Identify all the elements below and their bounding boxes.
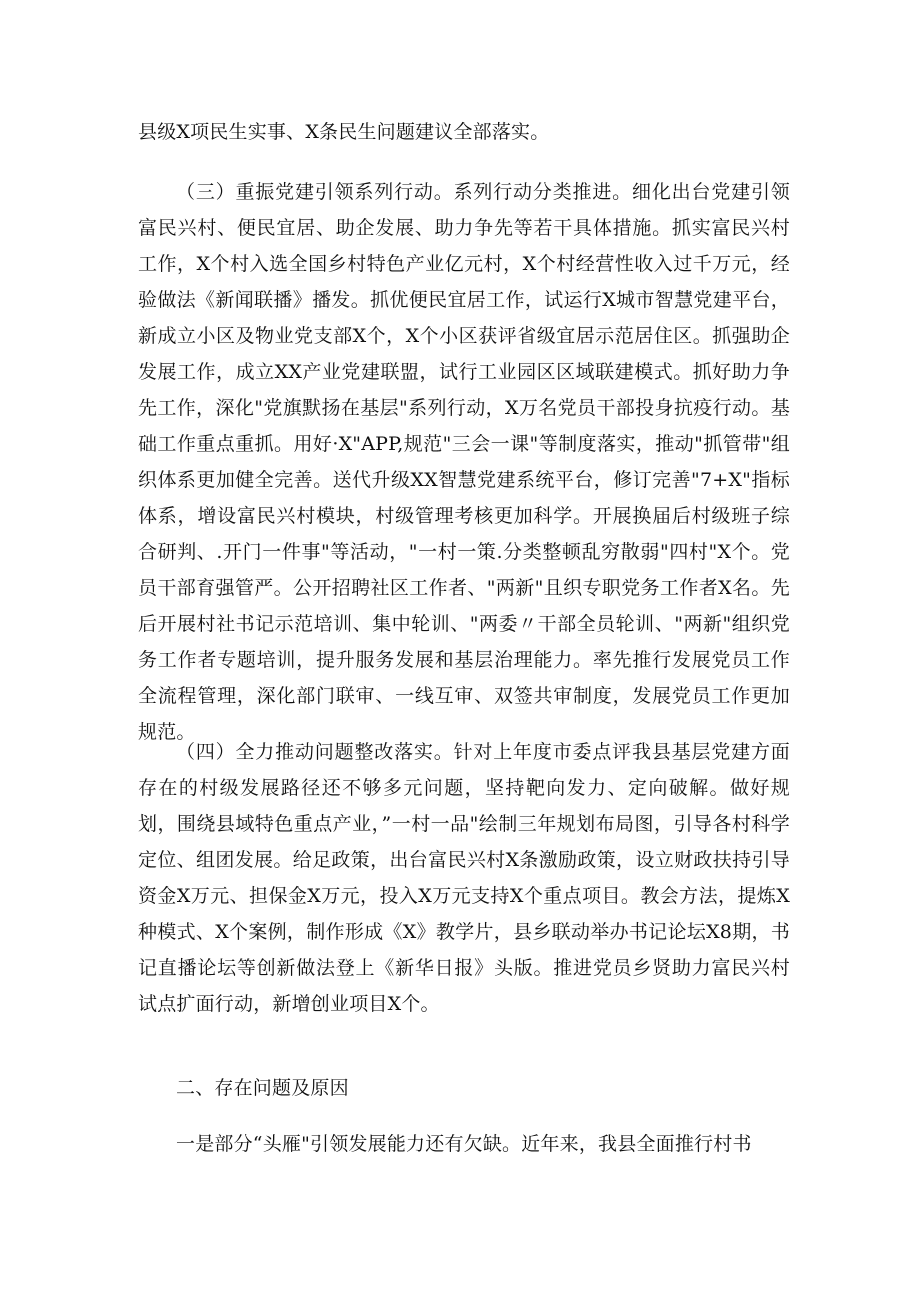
section-heading-problems: 二、存在问题及原因 xyxy=(176,1077,349,1099)
paragraph-section-four: （四）全力推动问题整改落实。针对上年度市委点评我县基层党建方面存在的村级发展路径还不够多元问题，坚持靶向发力、定向破解。做好规划，围绕县域特色重点产业，”一村一品"绘制三年规划布局图，引导各村科学定位、组团发展。给足政策，出台富民兴村X条激励政策，设立财政扶持引导资金X万元、担保金X万元，投入X万元支持X个重点项目。教会方法，提炼X种模式、X个案例，制作形成《X》教学片，县乡联动举办书记论坛X8期，书记直播论坛等创新做法登上《新华日报》头版。推进党员乡贤助力富民兴村试点扩面行动，新增创业项目X个。 xyxy=(138,741,790,1015)
paragraph-section-three: （三）重振党建引领系列行动。系列行动分类推进。细化出台党建引领富民兴村、便民宜居、助企发展、助力争先等若干具体措施。抓实富民兴村工作，X个村入选全国乡村特色产业亿元村，X个村经营性收入过千万元，经验做法《新闻联播》播发。抓优便民宜居工作，试运行X城市智慧党建平台，新成立小区及物业党支部X个，X个小区获评省级宜居示范居住区。抓强助企发展工作，成立XX产业党建联盟，试行工业园区区域联建模式。抓好助力争先工作，深化"党旗默扬在基层"系列行动，X万名党员干部投身抗疫行动。基础工作重点重抓。用好·X"APP,规范"三会一课"等制度落实，推动"抓管带"组织体系更加健全完善。送代升级XX智慧党建系统平台，修订完善"7+X"指标体系，增设富民兴村模块，村级管理考核更加科学。开展换届后村级班子综合研判、.开门一件事"等活动，"一村一策.分类整顿乱穷散弱"四村"X个。党员干部育强管严。公开招聘社区工作者、"两新"且织专职党务工作者X名。先后开展村社书记示范培训、集中轮训、"两委〃干部全员轮训、"两新"组织党务工作者专题培训，提升服务发展和基层治理能力。率先推行发展党员工作全流程管理，深化部门联审、一线互审、双签共审制度，发展党员工作更加规范。 xyxy=(138,181,790,743)
paragraph-problem-one: 一是部分“头雁"引领发展能力还有欠缺。近年来，我县全面推行村书 xyxy=(176,1133,752,1155)
paragraph-continuation: 县级X项民生实事、X条民生问题建议全部落实。 xyxy=(138,121,550,143)
